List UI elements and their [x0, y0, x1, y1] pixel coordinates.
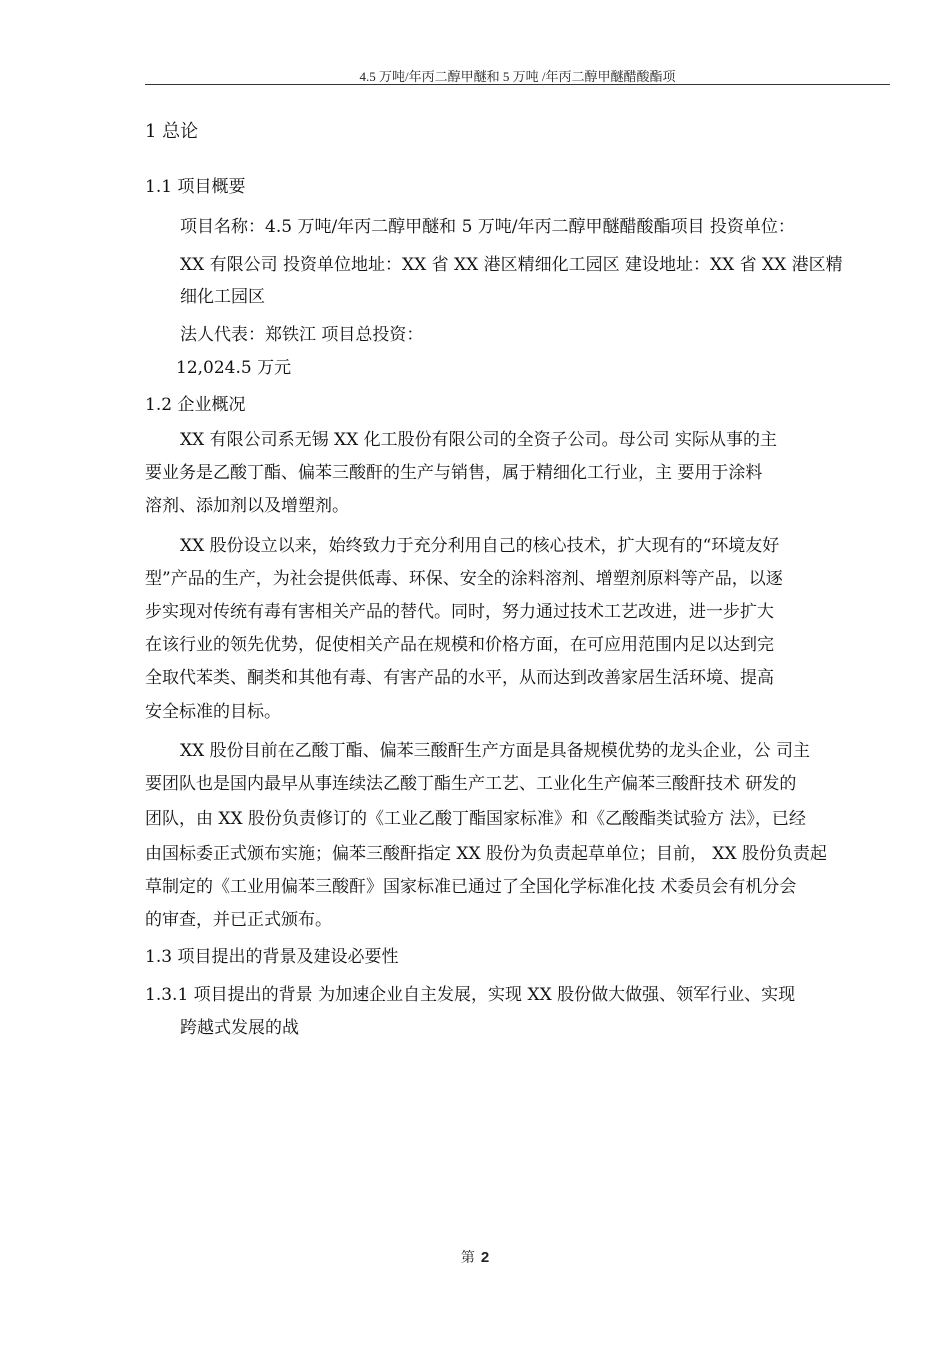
- overview-line-3: 细化工园区: [180, 287, 265, 307]
- overview-line-1: 项目名称：4.5 万吨/年丙二醇甲醚和 5 万吨/年丙二醇甲醚醋酸酯项目 投资单位：: [180, 217, 795, 237]
- header-rule: [145, 84, 890, 85]
- background-line-2: 跨越式发展的战: [180, 1018, 299, 1038]
- overview-line-2: XX 有限公司 投资单位地址：XX 省 XX 港区精细化工园区 建设地址：XX 省 XX 港区精: [180, 255, 843, 275]
- overview-line-5: 12,024.5 万元: [176, 358, 292, 378]
- running-header: 4.5 万吨/年丙二醇甲醚和 5 万吨 /年丙二醇甲醚醋酸酯项: [359, 69, 676, 84]
- company-p2-line: 安全标准的目标。: [145, 702, 281, 722]
- company-p2-line: 在该行业的领先优势，促使相关产品在规模和价格方面，在可应用范围内足以达到完: [145, 635, 774, 655]
- company-p3-line: XX 股份目前在乙酸丁酯、偏苯三酸酐生产方面是具备规模优势的龙头企业，公 司主: [180, 741, 811, 761]
- company-p1-line: XX 有限公司系无锡 XX 化工股份有限公司的全资子公司。母公司 实际从事的主: [180, 430, 778, 450]
- company-p2-line: 步实现对传统有毒有害相关产品的替代。同时，努力通过技术工艺改进，进一步扩大: [145, 602, 774, 622]
- background-line-1: 1.3.1 项目提出的背景 为加速企业自主发展，实现 XX 股份做大做强、领军行业、实现: [145, 985, 796, 1005]
- section-heading-1-2: 1.2 企业概况: [145, 395, 246, 415]
- page-label: 第: [460, 1249, 475, 1265]
- company-p3-line: 的审查，并已正式颁布。: [145, 910, 332, 930]
- company-p2-line: XX 股份设立以来，始终致力于充分利用自己的核心技术，扩大现有的“环境友好: [180, 536, 780, 556]
- company-p1-line: 要业务是乙酸丁酯、偏苯三酸酐的生产与销售，属于精细化工行业，主 要用于涂料: [145, 463, 763, 483]
- section-heading-1-1: 1.1 项目概要: [145, 177, 246, 197]
- company-p2-line: 全取代苯类、酮类和其他有毒、有害产品的水平，从而达到改善家居生活环境、提高: [145, 668, 774, 688]
- page-footer: [0, 1247, 950, 1267]
- company-p3-line: 草制定的《工业用偏苯三酸酐》国家标准已通过了全国化学标准化技 术委员会有机分会: [145, 877, 797, 897]
- company-p3-line: 由国标委正式颁布实施；偏苯三酸酐指定 XX 股份为负责起草单位；目前， XX 股份负责起: [145, 844, 828, 864]
- company-p3-line: 团队，由 XX 股份负责修订的《工业乙酸丁酯国家标准》和《乙酸酯类试验方 法》，已经: [145, 809, 806, 829]
- company-p2-line: 型”产品的生产，为社会提供低毒、环保、安全的涂料溶剂、增塑剂原料等产品，以逐: [145, 569, 783, 589]
- company-p3-line: 要团队也是国内最早从事连续法乙酸丁酯生产工艺、工业化生产偏苯三酸酐技术 研发的: [145, 774, 797, 794]
- section-heading-1-3: 1.3 项目提出的背景及建设必要性: [145, 947, 399, 967]
- company-p1-line: 溶剂、添加剂以及增塑剂。: [145, 496, 349, 516]
- overview-line-4: 法人代表：郑铁江 项目总投资：: [180, 325, 424, 345]
- section-heading-1: 1 总论: [145, 121, 199, 142]
- page-number: 2: [480, 1249, 490, 1266]
